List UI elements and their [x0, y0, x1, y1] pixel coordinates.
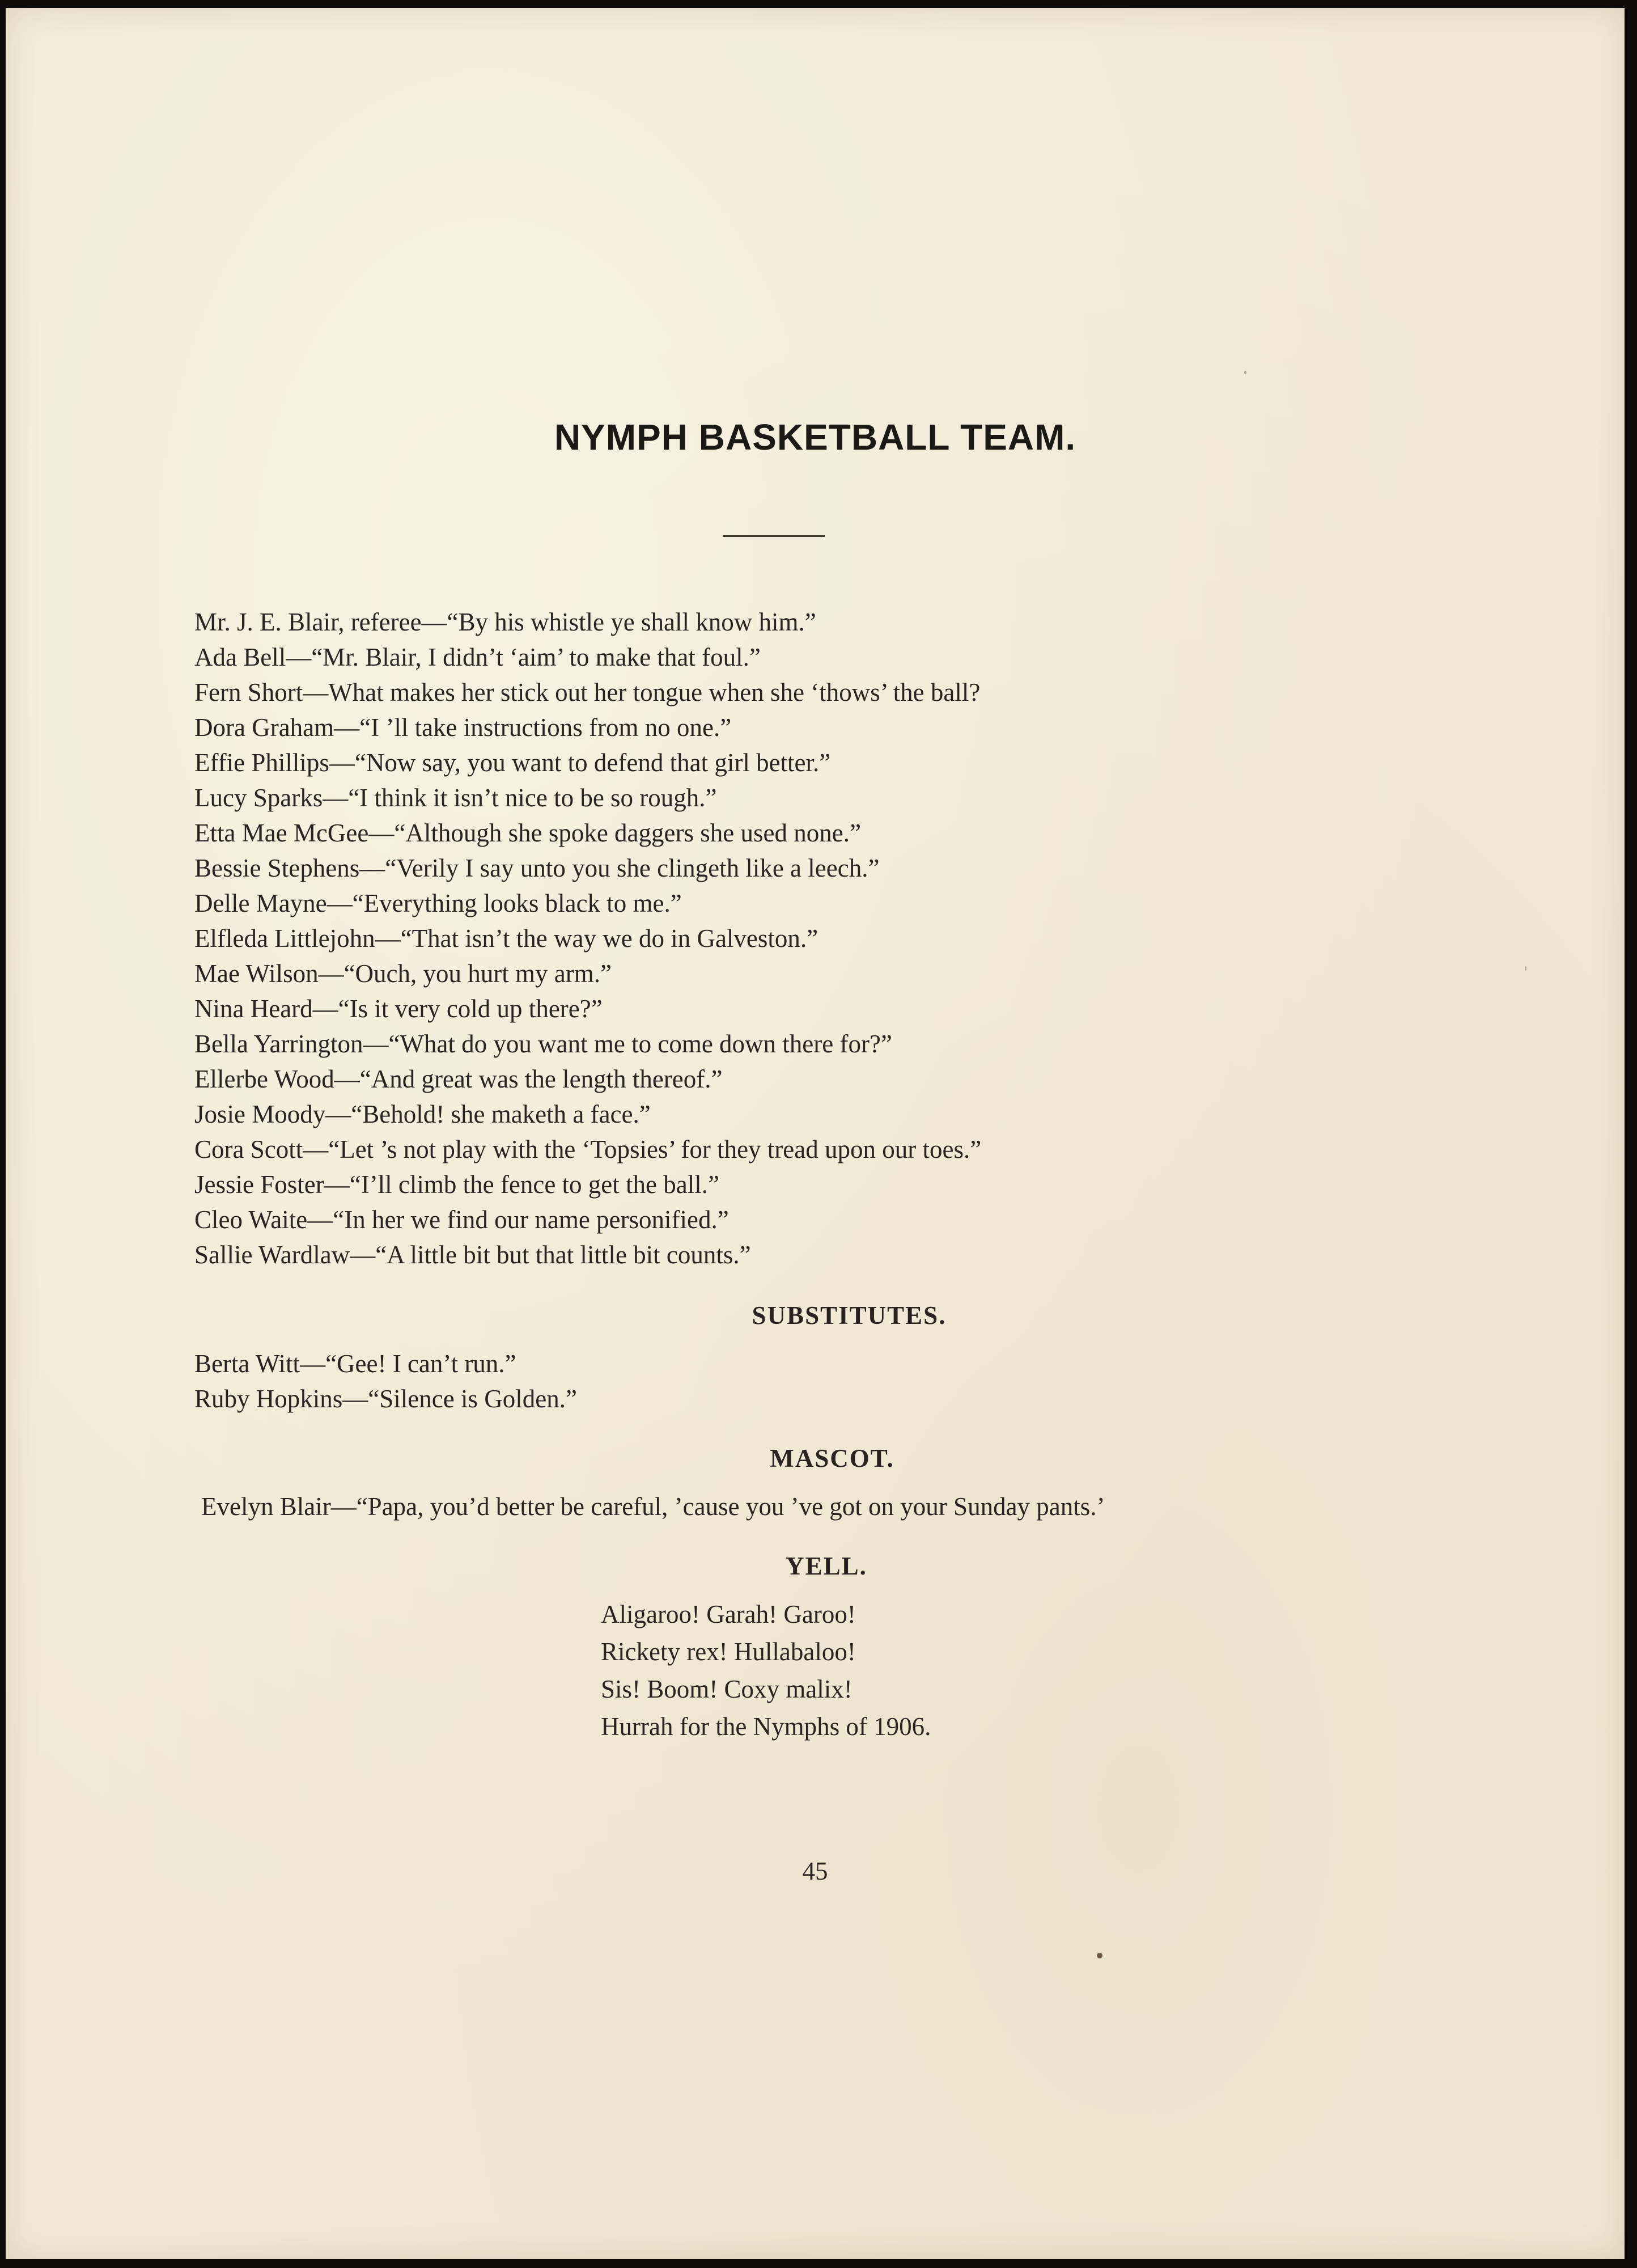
yell-line: Sis! Boom! Coxy malix! [601, 1675, 853, 1703]
paper-speck [1525, 966, 1526, 971]
title-divider [723, 535, 825, 537]
quote-line: Fern Short—What makes her stick out her tongue when she ‘thows’ the ball? [194, 678, 981, 706]
yell-line: Aligaroo! Garah! Garoo! [601, 1600, 856, 1628]
quote-line: Ada Bell—“Mr. Blair, I didn’t ‘aim’ to make that foul.” [194, 643, 761, 671]
quote-line: Jessie Foster—“I’ll climb the fence to get the ball.” [194, 1170, 719, 1199]
substitute-line: Berta Witt—“Gee! I can’t run.” [194, 1349, 516, 1378]
document-page [6, 8, 1625, 2259]
quote-line: Josie Moody—“Behold! she maketh a face.” [194, 1100, 651, 1128]
page-number: 45 [802, 1857, 828, 1885]
paper-speck [1097, 1953, 1102, 1958]
yell-line: Hurrah for the Nymphs of 1906. [601, 1712, 931, 1741]
quote-line: Cleo Waite—“In her we find our name personified.” [194, 1205, 729, 1234]
yell-line: Rickety rex! Hullabaloo! [601, 1637, 856, 1666]
quote-line: Cora Scott—“Let ’s not play with the ‘Topsies’ for they tread upon our toes.” [194, 1135, 982, 1163]
quote-line: Mr. J. E. Blair, referee—“By his whistle ye shall know him.” [194, 608, 816, 636]
quote-line: Bessie Stephens—“Verily I say unto you she clingeth like a leech.” [194, 854, 880, 882]
quote-line: Sallie Wardlaw—“A little bit but that little bit counts.” [194, 1241, 751, 1269]
page-title: NYMPH BASKETBALL TEAM. [554, 417, 1076, 458]
paper-speck [1244, 371, 1246, 374]
quote-line: Ellerbe Wood—“And great was the length thereof.” [194, 1065, 723, 1093]
substitutes-heading: SUBSTITUTES. [752, 1301, 947, 1330]
quote-line: Effie Phillips—“Now say, you want to defend that girl better.” [194, 748, 831, 777]
quote-line: Mae Wilson—“Ouch, you hurt my arm.” [194, 959, 612, 988]
quote-line: Etta Mae McGee—“Although she spoke daggers she used none.” [194, 819, 861, 847]
substitute-line: Ruby Hopkins—“Silence is Golden.” [194, 1385, 577, 1413]
quote-line: Lucy Sparks—“I think it isn’t nice to be so rough.” [194, 784, 717, 812]
substitutes-list [194, 1346, 577, 1416]
mascot-line: Evelyn Blair—“Papa, you’d better be careful, ’cause you ’ve got on your Sunday pants.’ [201, 1492, 1105, 1521]
yell-lines [601, 1596, 931, 1745]
quote-line: Delle Mayne—“Everything looks black to me.” [194, 889, 682, 917]
quote-line: Dora Graham—“I ’ll take instructions from no one.” [194, 713, 732, 742]
quote-line: Nina Heard—“Is it very cold up there?” [194, 995, 603, 1023]
yell-heading: YELL. [786, 1552, 867, 1580]
quote-line: Elfleda Littlejohn—“That isn’t the way we do in Galveston.” [194, 924, 818, 953]
mascot-heading: MASCOT. [770, 1444, 894, 1472]
team-quotes-list [194, 604, 981, 1272]
quote-line: Bella Yarrington—“What do you want me to come down there for?” [194, 1030, 892, 1058]
